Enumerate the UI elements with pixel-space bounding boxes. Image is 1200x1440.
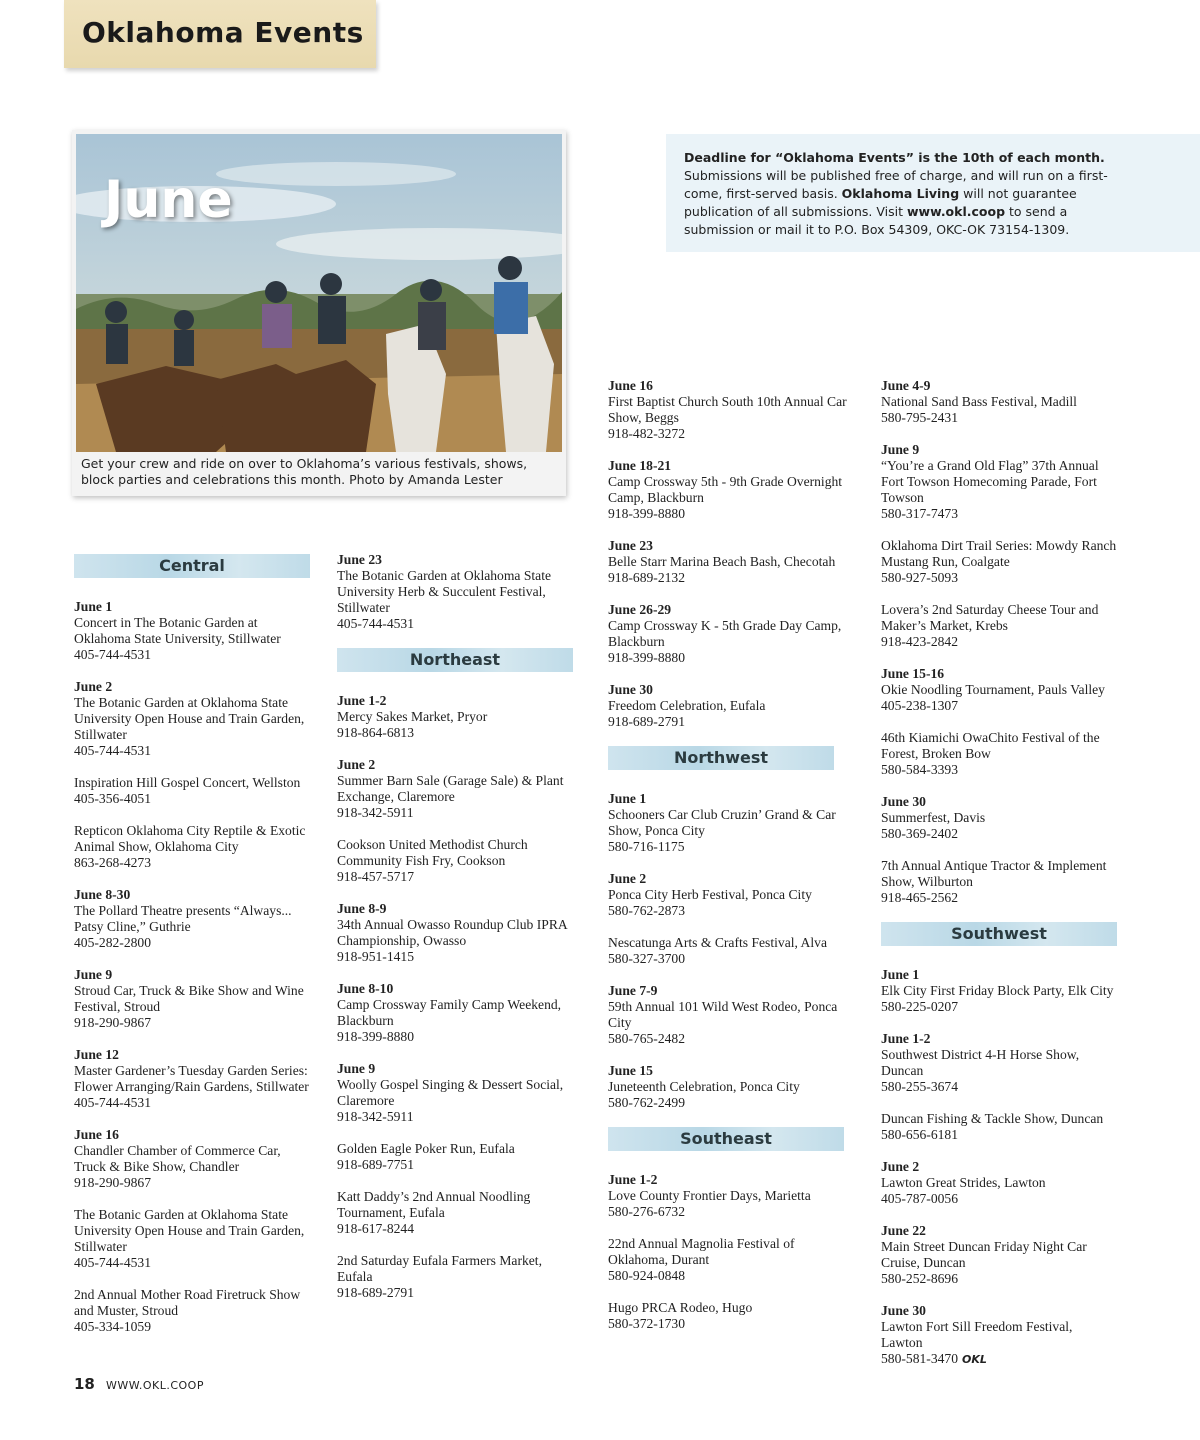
event-phone: 580-762-2499	[608, 1095, 686, 1110]
event-phone: 580-581-3470	[881, 1351, 959, 1366]
event-entry	[881, 378, 1117, 426]
event-entry	[337, 757, 573, 821]
event-entry	[608, 1172, 852, 1220]
event-entry	[74, 775, 310, 807]
event-phone: 405-334-1059	[74, 1319, 152, 1334]
event-phone: 918-457-5717	[337, 869, 415, 884]
event-date: June 1-2	[337, 693, 387, 708]
event-phone: 918-342-5911	[337, 805, 414, 820]
event-entry	[337, 837, 573, 885]
event-name: Belle Starr Marina Beach Bash, Checotah	[608, 554, 836, 569]
event-date: June 1	[881, 967, 920, 982]
event-entry	[881, 1223, 1117, 1287]
event-name: First Baptist Church South 10th Annual Car Show, Beggs	[608, 394, 847, 425]
event-entry	[881, 858, 1117, 906]
event-phone: 918-399-8880	[337, 1029, 415, 1044]
page-number: 18	[74, 1375, 95, 1393]
event-entry	[337, 1141, 573, 1173]
event-entry	[337, 1189, 573, 1237]
event-entry	[608, 983, 852, 1047]
event-date: June 2	[74, 679, 113, 694]
event-entry	[608, 871, 852, 919]
event-entry	[74, 887, 310, 951]
event-entry	[881, 1111, 1117, 1143]
event-entry	[608, 538, 852, 586]
event-date: June 23	[337, 552, 382, 567]
event-entry	[608, 458, 852, 522]
event-phone: 580-656-6181	[881, 1127, 959, 1142]
event-entry	[881, 602, 1117, 650]
event-phone: 405-356-4051	[74, 791, 152, 806]
event-phone: 580-765-2482	[608, 1031, 686, 1046]
event-name: Katt Daddy’s 2nd Annual Noodling Tournament, Eufala	[337, 1189, 531, 1220]
event-name: Love County Frontier Days, Marietta	[608, 1188, 811, 1203]
section-header-tab	[64, 0, 376, 68]
event-name: Concert in The Botanic Garden at Oklahoma State University, Stillwater	[74, 615, 281, 646]
footer-url[interactable]: WWW.OKL.COOP	[105, 1379, 204, 1392]
event-name: The Botanic Garden at Oklahoma State University Open House and Train Garden, Stillwater	[74, 695, 305, 742]
deadline-text-2: will not guarantee publication of all submissions. Visit	[684, 186, 1077, 219]
event-name: Camp Crossway 5th - 9th Grade Overnight Camp, Blackburn	[608, 474, 843, 505]
deadline-text-1: Submissions will be published free of charge, and will run on a first-come, first-served basis.	[684, 168, 1108, 201]
event-phone: 580-317-7473	[881, 506, 959, 521]
event-entry	[881, 442, 1117, 522]
event-phone: 918-864-6813	[337, 725, 415, 740]
event-date: June 26-29	[608, 602, 672, 617]
event-date: June 30	[881, 1303, 926, 1318]
event-phone: 405-744-4531	[74, 1095, 152, 1110]
region-label: Southwest	[951, 924, 1047, 943]
event-phone: 918-689-2132	[608, 570, 686, 585]
event-entry	[881, 538, 1117, 586]
region-label: Northeast	[409, 650, 501, 669]
event-date: June 8-10	[337, 981, 394, 996]
event-entry	[608, 791, 852, 855]
event-entry	[881, 1031, 1117, 1095]
event-entry	[337, 1061, 573, 1125]
event-name: The Pollard Theatre presents “Always... Patsy Cline,” Guthrie	[74, 903, 292, 934]
event-name: Southwest District 4-H Horse Show, Duncan	[881, 1047, 1080, 1078]
event-entry	[608, 1063, 852, 1111]
event-date: June 9	[881, 442, 920, 457]
event-entry	[74, 967, 310, 1031]
event-entry	[608, 1236, 852, 1284]
event-phone: 580-276-6732	[608, 1204, 686, 1219]
event-name: Main Street Duncan Friday Night Car Cruise, Duncan	[881, 1239, 1087, 1270]
event-date: June 15-16	[881, 666, 945, 681]
event-date: June 1	[608, 791, 647, 806]
event-name: Juneteenth Celebration, Ponca City	[608, 1079, 800, 1094]
event-date: June 4-9	[881, 378, 931, 393]
event-name: Master Gardener’s Tuesday Garden Series: Flower Arranging/Rain Gardens, Stillwater	[74, 1063, 309, 1094]
event-entry	[337, 1253, 573, 1301]
event-name: The Botanic Garden at Oklahoma State University Herb & Succulent Festival, Stillwater	[337, 568, 552, 615]
event-date: June 1-2	[608, 1172, 658, 1187]
event-date: June 1	[74, 599, 113, 614]
event-phone: 918-399-8880	[608, 506, 686, 521]
event-entry	[881, 730, 1117, 778]
region-header-northwest	[608, 746, 834, 770]
event-phone: 580-225-0207	[881, 999, 959, 1014]
deadline-brand: Oklahoma Living	[841, 186, 960, 201]
event-entry	[74, 823, 310, 871]
event-entry	[74, 1127, 310, 1191]
event-phone: 918-465-2562	[881, 890, 959, 905]
event-entry	[881, 967, 1117, 1015]
event-name: Woolly Gospel Singing & Dessert Social, Claremore	[337, 1077, 564, 1108]
deadline-site-link[interactable]: www.okl.coop	[906, 204, 1006, 219]
region-label: Northwest	[673, 748, 769, 767]
event-name: Okie Noodling Tournament, Pauls Valley	[881, 682, 1105, 697]
event-date: June 15	[608, 1063, 653, 1078]
event-phone: 405-744-4531	[337, 616, 415, 631]
event-name: Lawton Great Strides, Lawton	[881, 1175, 1046, 1190]
event-phone: 918-482-3272	[608, 426, 686, 441]
section-title: Oklahoma Events	[82, 16, 364, 49]
event-phone: 580-255-3674	[881, 1079, 959, 1094]
events-column-3	[608, 378, 852, 1348]
region-label: Central	[159, 556, 225, 575]
event-phone: 918-689-2791	[337, 1285, 415, 1300]
event-name: 2nd Saturday Eufala Farmers Market, Eufala	[337, 1253, 542, 1284]
event-name: 22nd Annual Magnolia Festival of Oklahoma, Durant	[608, 1236, 795, 1267]
event-name: Repticon Oklahoma City Reptile & Exotic Animal Show, Oklahoma City	[74, 823, 306, 854]
event-entry	[881, 1303, 1117, 1368]
event-date: June 30	[608, 682, 653, 697]
event-entry	[608, 602, 852, 666]
event-phone: 580-927-5093	[881, 570, 959, 585]
event-entry	[337, 901, 573, 965]
event-phone: 918-342-5911	[337, 1109, 414, 1124]
event-date: June 7-9	[608, 983, 658, 998]
event-date: June 9	[337, 1061, 376, 1076]
event-name: Elk City First Friday Block Party, Elk City	[881, 983, 1114, 998]
event-date: June 8-9	[337, 901, 387, 916]
event-phone: 918-423-2842	[881, 634, 959, 649]
event-phone: 405-744-4531	[74, 647, 152, 662]
events-column-4	[881, 378, 1117, 1384]
event-phone: 918-951-1415	[337, 949, 415, 964]
events-column-2	[337, 552, 573, 1317]
event-entry	[74, 599, 310, 663]
event-phone: 580-369-2402	[881, 826, 959, 841]
event-phone: 863-268-4273	[74, 855, 152, 870]
event-phone: 405-787-0056	[881, 1191, 959, 1206]
event-name: Cookson United Methodist Church Community Fish Fry, Cookson	[337, 837, 528, 868]
event-entry	[74, 1287, 310, 1335]
event-entry	[337, 552, 573, 632]
event-date: June 23	[608, 538, 653, 553]
event-phone: 580-327-3700	[608, 951, 686, 966]
event-date: June 22	[881, 1223, 926, 1238]
event-entry	[608, 1300, 852, 1332]
deadline-headline: Deadline for “Oklahoma Events” is the 10th of each month.	[684, 150, 1105, 165]
event-phone: 405-238-1307	[881, 698, 959, 713]
page-footer	[74, 1374, 204, 1393]
event-date: June 16	[608, 378, 653, 393]
event-name: 46th Kiamichi OwaChito Festival of the Forest, Broken Bow	[881, 730, 1100, 761]
region-label: Southeast	[680, 1129, 772, 1148]
event-name: Oklahoma Dirt Trail Series: Mowdy Ranch Mustang Run, Coalgate	[881, 538, 1117, 569]
event-phone: 580-372-1730	[608, 1316, 686, 1331]
event-name: 2nd Annual Mother Road Firetruck Show and Muster, Stroud	[74, 1287, 301, 1318]
region-header-northeast	[337, 648, 573, 672]
photo-card	[72, 130, 566, 496]
event-entry	[608, 682, 852, 730]
event-date: June 8-30	[74, 887, 131, 902]
okl-end-logo: OKL	[962, 1353, 987, 1366]
event-entry	[74, 1047, 310, 1111]
event-name: Chandler Chamber of Commerce Car, Truck & Bike Show, Chandler	[74, 1143, 281, 1174]
event-name: 7th Annual Antique Tractor & Implement Show, Wilburton	[881, 858, 1107, 889]
event-phone: 405-282-2800	[74, 935, 152, 950]
deadline-notice	[666, 134, 1200, 252]
event-phone: 580-252-8696	[881, 1271, 959, 1286]
event-name: Schooners Car Club Cruzin’ Grand & Car Show, Ponca City	[608, 807, 836, 838]
event-phone: 918-617-8244	[337, 1221, 415, 1236]
region-header-central	[74, 554, 310, 578]
event-entry	[608, 378, 852, 442]
region-header-southwest	[881, 922, 1117, 946]
event-name: National Sand Bass Festival, Madill	[881, 394, 1077, 409]
event-entry	[608, 935, 852, 967]
event-phone: 405-744-4531	[74, 743, 152, 758]
event-name: Summerfest, Davis	[881, 810, 986, 825]
event-name: Nescatunga Arts & Crafts Festival, Alva	[608, 935, 827, 950]
event-phone: 405-744-4531	[74, 1255, 152, 1270]
event-entry	[74, 1207, 310, 1271]
region-header-southeast	[608, 1127, 844, 1151]
event-phone: 580-584-3393	[881, 762, 959, 777]
event-name: 34th Annual Owasso Roundup Club IPRA Championship, Owasso	[337, 917, 567, 948]
event-name: Lovera’s 2nd Saturday Cheese Tour and Maker’s Market, Krebs	[881, 602, 1099, 633]
event-date: June 2	[337, 757, 376, 772]
event-date: June 2	[608, 871, 647, 886]
event-date: June 1-2	[881, 1031, 931, 1046]
month-title: June	[104, 170, 233, 230]
event-name: Camp Crossway K - 5th Grade Day Camp, Blackburn	[608, 618, 842, 649]
event-name: Hugo PRCA Rodeo, Hugo	[608, 1300, 753, 1315]
event-entry	[337, 981, 573, 1045]
event-name: Stroud Car, Truck & Bike Show and Wine Festival, Stroud	[74, 983, 304, 1014]
event-entry	[337, 693, 573, 741]
event-phone: 918-689-2791	[608, 714, 686, 729]
event-name: Camp Crossway Family Camp Weekend, Blackburn	[337, 997, 562, 1028]
photo-caption: Get your crew and ride on over to Oklahoma’s various festivals, shows, block parties and celebrations this month. Photo by Amanda Lester	[81, 456, 528, 487]
event-name: Freedom Celebration, Eufala	[608, 698, 766, 713]
event-name: Mercy Sakes Market, Pryor	[337, 709, 488, 724]
event-name: Duncan Fishing & Tackle Show, Duncan	[881, 1111, 1104, 1126]
event-date: June 30	[881, 794, 926, 809]
event-date: June 16	[74, 1127, 119, 1142]
event-phone: 580-924-0848	[608, 1268, 686, 1283]
event-name: Ponca City Herb Festival, Ponca City	[608, 887, 812, 902]
event-name: Inspiration Hill Gospel Concert, Wellston	[74, 775, 301, 790]
event-name: Golden Eagle Poker Run, Eufala	[337, 1141, 515, 1156]
event-entry	[74, 679, 310, 759]
event-name: Lawton Fort Sill Freedom Festival, Lawton	[881, 1319, 1073, 1350]
event-name: The Botanic Garden at Oklahoma State University Open House and Train Garden, Stillwater	[74, 1207, 305, 1254]
event-name: “You’re a Grand Old Flag” 37th Annual Fort Towson Homecoming Parade, Fort Towson	[881, 458, 1099, 505]
event-phone: 918-290-9867	[74, 1175, 152, 1190]
event-date: June 12	[74, 1047, 119, 1062]
event-phone: 580-795-2431	[881, 410, 959, 425]
event-date: June 18-21	[608, 458, 672, 473]
event-entry	[881, 1159, 1117, 1207]
event-name: 59th Annual 101 Wild West Rodeo, Ponca City	[608, 999, 838, 1030]
event-date: June 2	[881, 1159, 920, 1174]
event-phone: 918-399-8880	[608, 650, 686, 665]
deadline-text-3: to send a submission or mail it to P.O. Box 54309, OKC-OK 73154-1309.	[684, 204, 1070, 237]
event-phone: 918-689-7751	[337, 1157, 415, 1172]
events-column-1	[74, 554, 310, 1351]
event-phone: 580-762-2873	[608, 903, 686, 918]
event-phone: 918-290-9867	[74, 1015, 152, 1030]
event-name: Summer Barn Sale (Garage Sale) & Plant Exchange, Claremore	[337, 773, 564, 804]
event-date: June 9	[74, 967, 113, 982]
event-phone: 580-716-1175	[608, 839, 685, 854]
event-entry	[881, 666, 1117, 714]
horseback-riders-photo	[76, 134, 562, 452]
event-entry	[881, 794, 1117, 842]
